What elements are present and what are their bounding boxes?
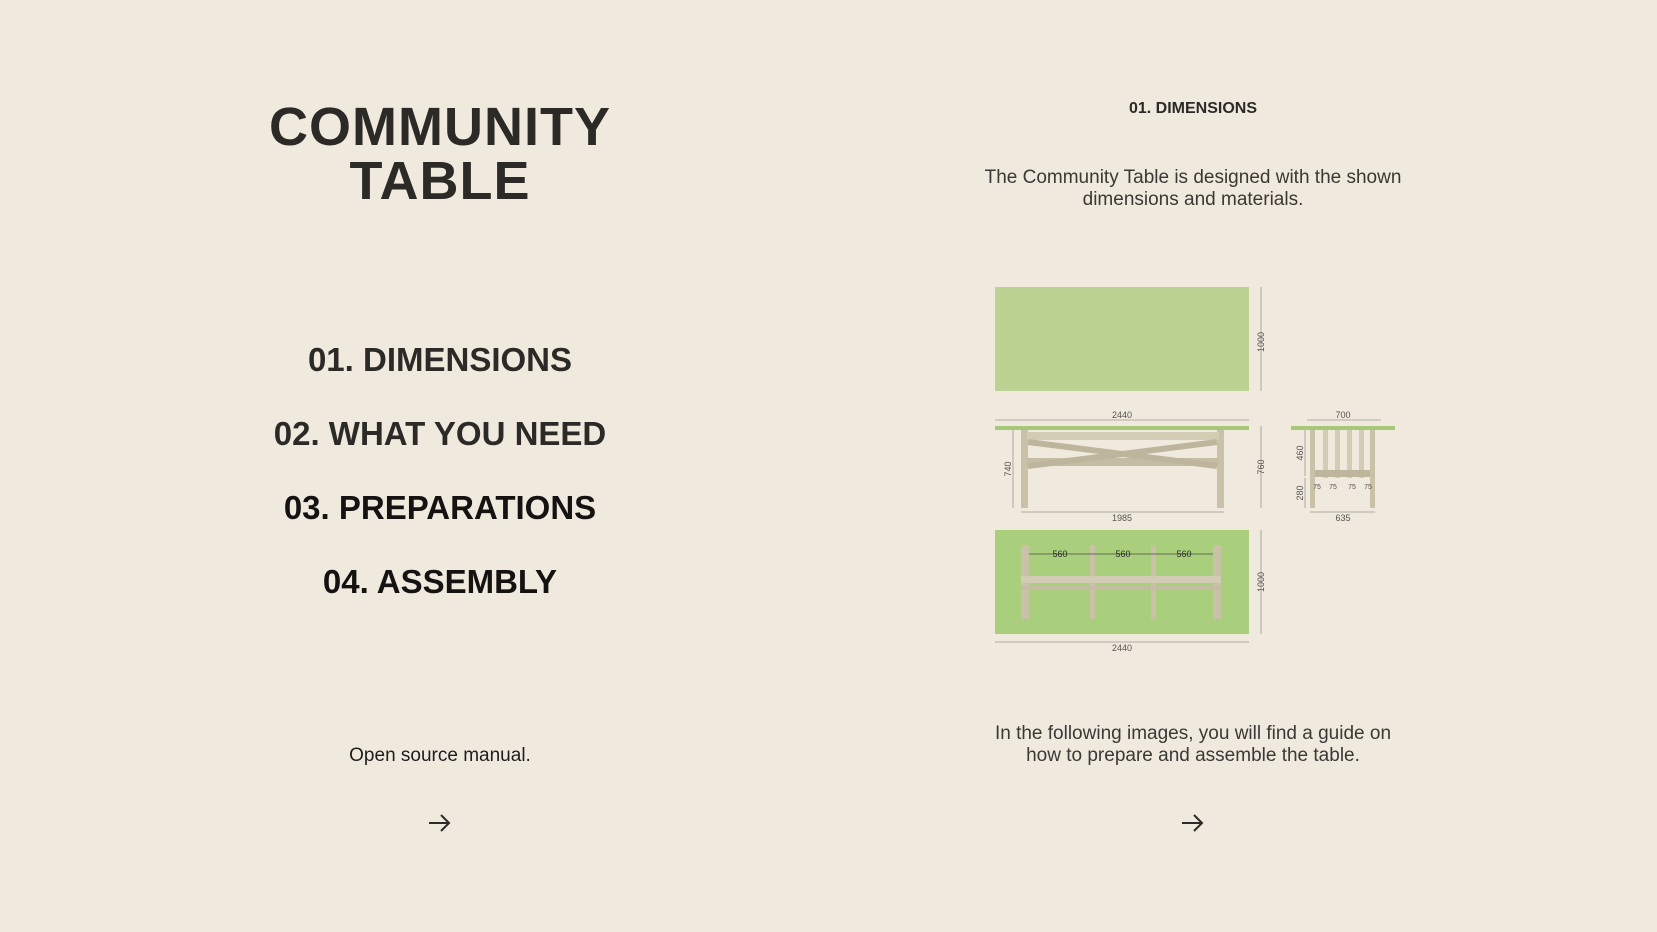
side-view-width-label: 700 xyxy=(1335,410,1351,420)
toc-item-dimensions[interactable]: 01. DIMENSIONS xyxy=(307,341,573,378)
bottom-view-length-label: 2440 xyxy=(1111,643,1133,653)
outro-text: In the following images, you will find a guide on how to prepare and assemble the table. xyxy=(994,723,1392,766)
toc-item-preparations[interactable]: 03. PREPARATIONS xyxy=(283,489,597,526)
dimensions-drawing xyxy=(985,280,1405,655)
front-view-total-height-label: 760 xyxy=(1256,459,1266,475)
side-view-upper-label: 460 xyxy=(1295,445,1305,461)
next-arrow-icon[interactable] xyxy=(1178,808,1208,838)
side-view-spacing-1: 75 xyxy=(1313,484,1321,491)
side-view-bottom-label: 635 xyxy=(1335,513,1351,523)
side-view-spacing-3: 75 xyxy=(1348,484,1356,491)
front-view-length-label: 2440 xyxy=(1111,410,1133,420)
front-view-leg-height-label: 740 xyxy=(1003,461,1013,477)
bottom-view-spacing-1: 560 xyxy=(1052,549,1068,559)
bottom-view-spacing-3: 560 xyxy=(1176,549,1192,559)
page-title xyxy=(240,97,640,211)
bottom-view-height-label: 1000 xyxy=(1256,571,1266,593)
side-view-spacing-4: 75 xyxy=(1364,484,1372,491)
tagline: Open source manual. xyxy=(349,745,531,766)
next-arrow-icon[interactable] xyxy=(425,808,455,838)
title-line-2: TABLE xyxy=(349,151,531,211)
table-of-contents xyxy=(200,336,680,632)
side-view-lower-label: 280 xyxy=(1295,485,1305,501)
top-view-height-label: 1000 xyxy=(1256,331,1266,353)
side-view-spacing-2: 75 xyxy=(1329,484,1337,491)
title-line-1: COMMUNITY xyxy=(269,97,611,157)
top-view-tabletop xyxy=(995,287,1249,391)
toc-item-assembly[interactable]: 04. ASSEMBLY xyxy=(322,563,558,600)
front-view-inner-length-label: 1985 xyxy=(1111,513,1133,523)
intro-text: The Community Table is designed with the shown dimensions and materials. xyxy=(984,167,1402,210)
toc-item-what-you-need[interactable]: 02. WHAT YOU NEED xyxy=(273,415,607,452)
section-title: 01. DIMENSIONS xyxy=(1128,100,1258,117)
bottom-view-spacing-2: 560 xyxy=(1115,549,1131,559)
